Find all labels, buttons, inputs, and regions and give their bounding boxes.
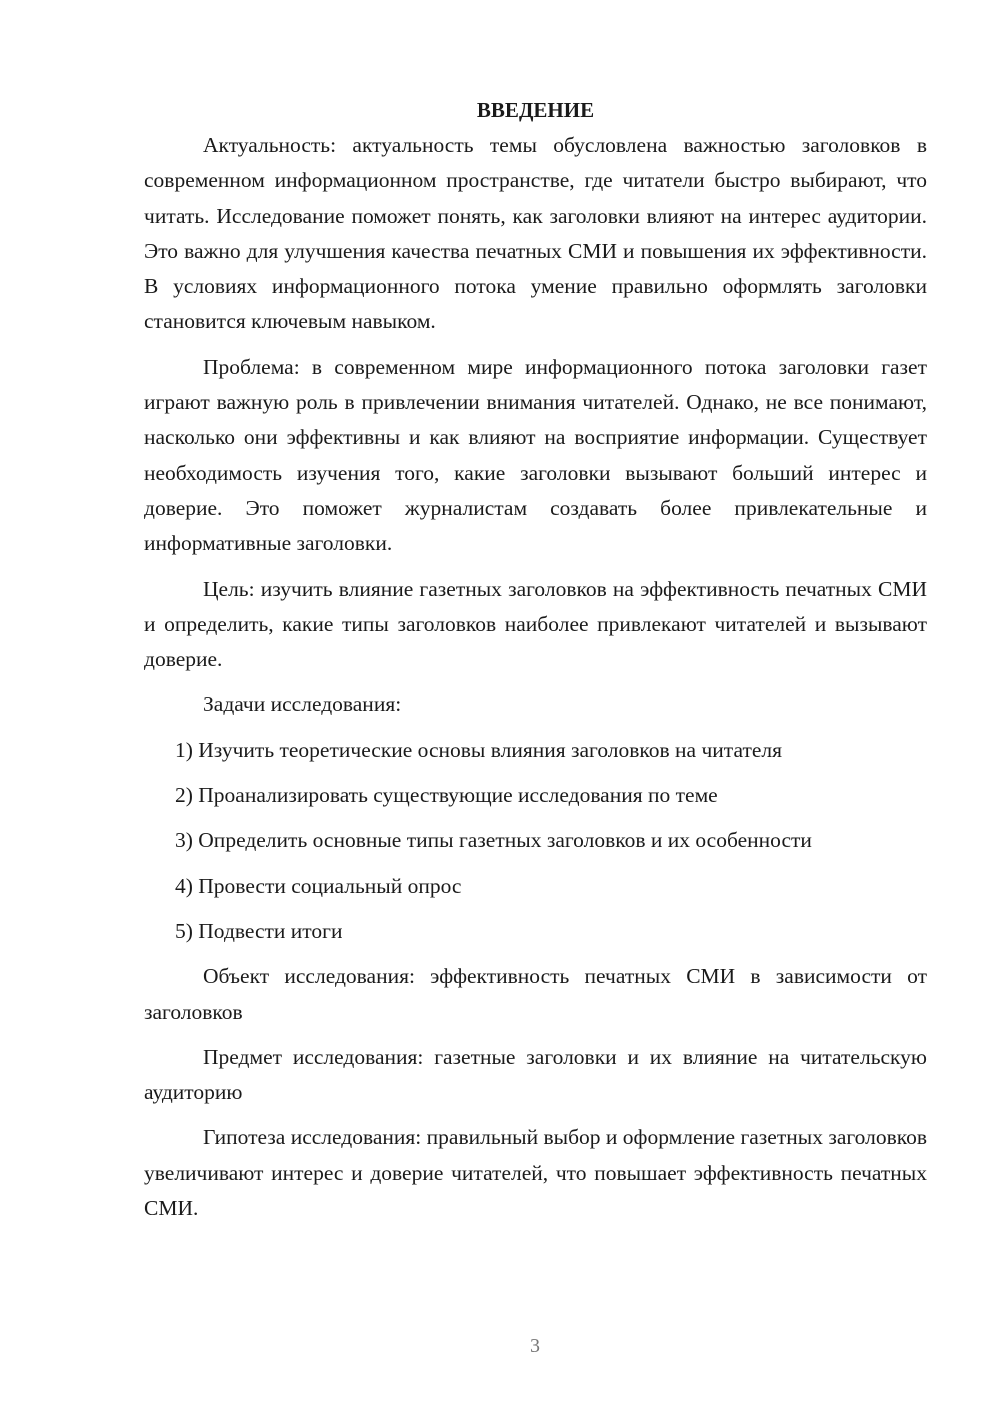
- goal-paragraph: Цель: изучить влияние газетных заголовков на эффективность печатных СМИ и определить, какие типы заголовков наиболее привлекают читателей и вызывают доверие.: [144, 576, 927, 672]
- paragraph-gap: [144, 340, 927, 350]
- page-number: 3: [530, 1335, 540, 1357]
- task-item: 3) Определить основные типы газетных заголовков и их особенности: [175, 828, 812, 853]
- tasks-heading: Задачи исследования:: [203, 692, 402, 717]
- paragraph-gap: [144, 1030, 927, 1040]
- paragraph-gap: [144, 677, 927, 687]
- task-item: 5) Подвести итоги: [175, 918, 343, 943]
- subject-paragraph: Предмет исследования: газетные заголовки и их влияние на читательскую аудиторию: [144, 1044, 927, 1105]
- document-title: ВВЕДЕНИЕ: [476, 98, 595, 122]
- task-item: 2) Проанализировать существующие исследования по теме: [175, 783, 718, 808]
- object-paragraph: Объект исследования: эффективность печатных СМИ в зависимости от заголовков: [144, 964, 927, 1024]
- task-item: 4) Провести социальный опрос: [175, 873, 462, 898]
- hypothesis-paragraph: Гипотеза исследования: правильный выбор и оформление газетных заголовков увеличивают интерес и доверие читателей, что повышает эффективность печатных СМИ.: [144, 1125, 927, 1221]
- paragraph-gap: [144, 1110, 927, 1120]
- tasks-list: [144, 733, 927, 949]
- paragraph-gap: [144, 562, 927, 572]
- relevance-paragraph: Актуальность: актуальность темы обусловлена важностью заголовков в современном информационном пространстве, где читатели быстро выбирают, что читать. Исследование поможет понять, как заголовки влияют на интерес аудитории. Это важно для улучшения качества печатных СМИ и повышения их эффективности. В условиях информационного потока умение правильно оформлять заголовки становится ключевым навыком.: [144, 133, 927, 334]
- document-body: [144, 93, 927, 1226]
- task-item: 1) Изучить теоретические основы влияния заголовков на читателя: [175, 737, 782, 762]
- problem-paragraph: Проблема: в современном мире информационного потока заголовки газет играют важную роль в привлечении внимания читателей. Однако, не все понимают, насколько они эффективны и как влияют на восприятие информации. Существует необходимость изучения того, какие заголовки вызывают больший интерес и доверие. Это поможет журналистам создавать более привлекательные и информативные заголовки.: [144, 354, 927, 556]
- paragraph-gap: [144, 723, 927, 733]
